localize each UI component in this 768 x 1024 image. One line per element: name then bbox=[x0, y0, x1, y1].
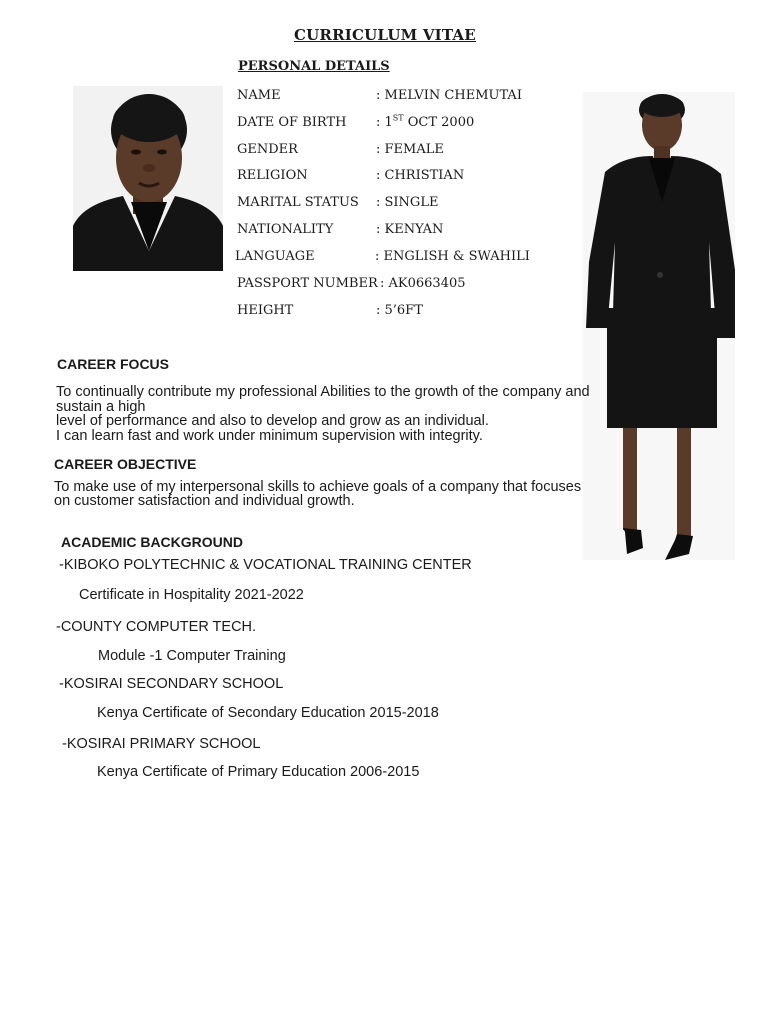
career-focus-line: level of performance and also to develop and grow as an individual. bbox=[56, 413, 489, 429]
detail-label: MARITAL STATUS bbox=[237, 195, 359, 210]
qualification: Kenya Certificate of Secondary Education 2015-2018 bbox=[97, 705, 439, 721]
detail-label: HEIGHT bbox=[237, 303, 294, 318]
qualification: Certificate in Hospitality 2021-2022 bbox=[79, 587, 304, 603]
school-name: -COUNTY COMPUTER TECH. bbox=[56, 619, 257, 635]
detail-label: LANGUAGE bbox=[235, 249, 315, 264]
career-objective-heading: CAREER OBJECTIVE bbox=[54, 456, 197, 472]
detail-value bbox=[376, 115, 474, 130]
detail-value: : FEMALE bbox=[376, 142, 444, 157]
detail-label: NAME bbox=[237, 88, 281, 103]
detail-label: GENDER bbox=[237, 142, 298, 157]
dob-ordinal: ST bbox=[392, 113, 404, 123]
academic-background-heading: ACADEMIC BACKGROUND bbox=[61, 534, 243, 550]
career-focus-heading: CAREER FOCUS bbox=[57, 356, 170, 372]
document-title: CURRICULUM VITAE bbox=[294, 26, 476, 44]
detail-value: : 5’6FT bbox=[376, 303, 423, 318]
detail-label: RELIGION bbox=[237, 168, 308, 183]
dob-month-year: OCT 2000 bbox=[403, 115, 475, 130]
detail-value: : MELVIN CHEMUTAI bbox=[376, 88, 522, 103]
detail-label: DATE OF BIRTH bbox=[237, 115, 347, 130]
qualification: Module -1 Computer Training bbox=[98, 648, 286, 664]
school-name: -KOSIRAI PRIMARY SCHOOL bbox=[62, 736, 261, 752]
dob-day: : 1 bbox=[376, 115, 393, 130]
detail-value: : KENYAN bbox=[376, 222, 444, 237]
career-objective-line: on customer satisfaction and individual growth. bbox=[54, 493, 355, 509]
career-focus-line: sustain a high bbox=[56, 399, 146, 415]
detail-label: NATIONALITY bbox=[237, 222, 334, 237]
detail-label: PASSPORT NUMBER bbox=[237, 276, 378, 291]
school-name: -KIBOKO POLYTECHNIC & VOCATIONAL TRAINING CENTER bbox=[59, 557, 472, 573]
qualification: Kenya Certificate of Primary Education 2006-2015 bbox=[97, 764, 420, 780]
headshot-photo bbox=[73, 86, 223, 271]
career-focus-line: I can learn fast and work under minimum supervision with integrity. bbox=[56, 428, 483, 444]
detail-value: : ENGLISH & SWAHILI bbox=[375, 249, 530, 264]
career-focus-line: To continually contribute my professional Abilities to the growth of the company and bbox=[56, 384, 590, 400]
detail-value: : AK0663405 bbox=[380, 276, 466, 291]
personal-details-heading: PERSONAL DETAILS bbox=[238, 59, 390, 74]
career-objective-line: To make use of my interpersonal skills to achieve goals of a company that focuses bbox=[54, 479, 582, 495]
full-body-photo bbox=[583, 92, 735, 560]
school-name: -KOSIRAI SECONDARY SCHOOL bbox=[59, 676, 284, 692]
detail-value: : SINGLE bbox=[376, 195, 439, 210]
detail-value: : CHRISTIAN bbox=[376, 168, 465, 183]
